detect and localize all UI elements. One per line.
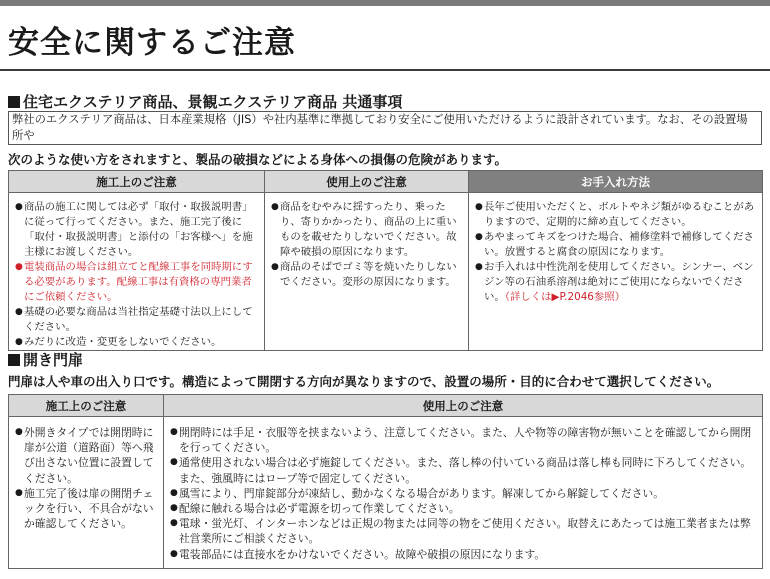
notice-line (12, 144, 758, 145)
section2-heading-text: 開き門扉 (23, 351, 84, 369)
page-title: 安全に関するご注意 (8, 25, 296, 61)
list-item: ● みだりに改造・変更をしないでください。 (15, 336, 222, 348)
list-item: ● 施工完了後は扉の開閉チェックを行い、不具合がないか確認してください。 (15, 486, 154, 531)
col-header-care: お手入れ方法 (469, 171, 763, 193)
usage-cell (164, 417, 763, 569)
gate-precautions-table (8, 394, 763, 569)
list-item: ● お手入れは中性洗剤を使用してください。シンナー、ベンジン等の石油系溶剤は絶対にご使用にならないでください。（詳しくは▶P.2046参照） (475, 261, 754, 303)
col-header-installation: 施工上のご注意 (9, 395, 164, 417)
list-item: ● 配線に触れる場合は必ず電源を切って作業してください。 (170, 502, 460, 516)
square-bullet-icon (8, 354, 20, 366)
usage-cell (265, 193, 469, 351)
list-item: ● 商品のそばでゴミ等を焼いたりしないでください。変形の原因になります。 (271, 261, 457, 288)
list-item: ● 風雪により、門扉錠部分が凍結し、動かなくなる場合があります。解凍してから解錠してください。 (170, 486, 664, 500)
list-item: ● 商品をむやみに揺すったり、乗ったり、寄りかかったり、商品の上に重いものを載せたりしないでください。故障や破損の原因になります。 (271, 201, 457, 258)
square-bullet-icon (8, 96, 20, 108)
care-cell (469, 193, 763, 351)
list-item: ● あやまってキズをつけた場合、補修塗料で補修してください。放置すると腐食の原因になります。 (475, 231, 754, 258)
installation-cell (9, 417, 164, 569)
gate-lead-text: 門扉は人や車の出入り口です。構造によって開閉する方向が異なりますので、設置の場所・目的に合わせて選択してください。 (8, 374, 720, 389)
notice-line: 弊社のエクステリア商品は、日本産業規格（JIS）や社内基準に準拠しており安全にご使用いただけるように設計されています。なお、その設置場所や (12, 113, 748, 142)
list-item: ● 基礎の必要な商品は当社指定基礎寸法以上にしてください。 (15, 306, 253, 333)
list-item: ● 長年ご使用いただくと、ボルトやネジ類がゆるむことがありますので、定期的に締め直してください。 (475, 201, 755, 228)
list-item: ● 通常使用されない場合は必ず施錠してください。また、落し棒の付いている商品は落し棒も同時に下ろしてください。また、強風時にはロープ等で固定してください。 (170, 456, 752, 485)
list-item: ● 開閉時には手足・衣服等を挟まないよう、注意してください。また、人や物等の障害物が無いことを確認してから開閉を行ってください。 (170, 426, 752, 455)
section1-heading (8, 91, 402, 112)
section2-heading (8, 349, 83, 370)
list-item: ● 外開きタイプでは開閉時に扉が公道（道路面）等へ飛び出さない位置に設置してください。 (15, 426, 154, 485)
col-header-usage: 使用上のご注意 (164, 395, 763, 417)
col-header-usage: 使用上のご注意 (265, 171, 469, 193)
danger-warning: 次のような使い方をされますと、製品の破損などによる身体への損傷の危険があります。 (8, 152, 508, 167)
list-item: ● 商品の施工に関しては必ず「取付・取扱説明書」に従って行ってください。また、施工完了後に「取付・取扱説明書」と添付の「お客様へ」を施主様にお渡しください。 (15, 201, 253, 258)
list-item: ● 電球・蛍光灯、インターホンなどは正規の物または同等の物をご使用ください。取替えにあたっては施工業者または弊社営業所にご相談ください。 (170, 517, 751, 546)
list-item-alert: ● 電装商品の場合は組立てと配線工事を同時期にする必要があります。配線工事は有資格の専門業者にご依頼ください。 (15, 261, 253, 303)
title-divider (0, 69, 770, 71)
common-notice-box (8, 111, 762, 145)
list-item: ● 電装部品には直接水をかけないでください。故障や破損の原因になります。 (170, 547, 546, 561)
installation-cell (9, 193, 265, 351)
precautions-table (8, 170, 763, 351)
top-bar (0, 0, 770, 6)
page-reference-link[interactable]: （詳しくは▶P.2046参照） (504, 291, 626, 303)
col-header-installation: 施工上のご注意 (9, 171, 265, 193)
section1-heading-text: 住宅エクステリア商品、景観エクステリア商品 共通事項 (23, 93, 403, 111)
